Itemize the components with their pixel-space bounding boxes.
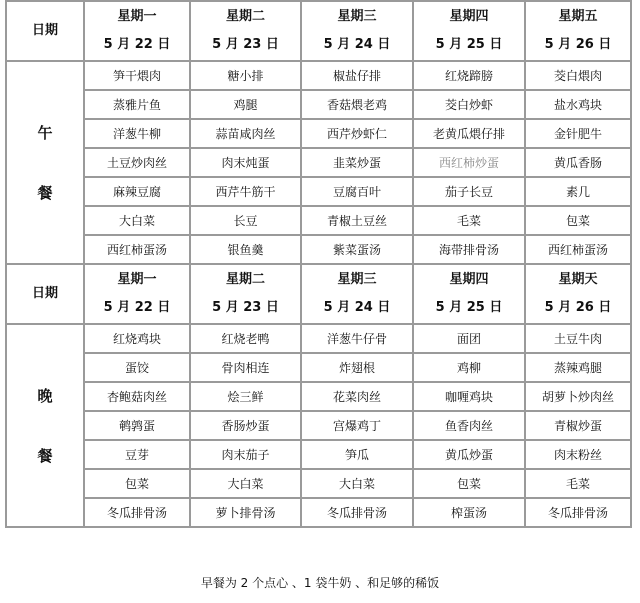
dish-cell: 茄子长豆 <box>413 177 525 206</box>
meal-label-char: 午 <box>37 123 53 142</box>
dish-cell: 包菜 <box>525 206 631 235</box>
dish-cell: 西红柿炒蛋 <box>413 148 525 177</box>
dish-row <box>6 90 631 119</box>
dish-cell: 鹌鹑蛋 <box>84 411 190 440</box>
meal-label-char: 餐 <box>37 183 53 202</box>
day-date: 5 月 26 日 <box>544 37 612 52</box>
dish-cell: 西红柿蛋汤 <box>525 235 631 264</box>
day-name: 星期二 <box>225 272 265 287</box>
dish-row <box>6 61 631 90</box>
day-date: 5 月 24 日 <box>323 300 391 315</box>
dish-cell: 红烧鸡块 <box>84 324 190 353</box>
dish-row <box>6 235 631 264</box>
day-date: 5 月 24 日 <box>323 37 391 52</box>
dish-cell: 洋葱牛仔骨 <box>301 324 413 353</box>
dish-cell: 大白菜 <box>301 469 413 498</box>
dish-cell: 蒸雅片鱼 <box>84 90 190 119</box>
dish-cell: 茭白炒虾 <box>413 90 525 119</box>
dish-cell: 鸡腿 <box>190 90 301 119</box>
day-date: 5 月 22 日 <box>103 300 171 315</box>
date-label: 日期 <box>6 264 84 324</box>
dish-cell: 洋葱牛柳 <box>84 119 190 148</box>
day-header <box>190 1 301 61</box>
day-date: 5 月 26 日 <box>544 300 612 315</box>
dish-cell: 金针肥牛 <box>525 119 631 148</box>
lunch-label <box>6 61 84 264</box>
day-date: 5 月 23 日 <box>212 300 279 315</box>
dish-cell: 黄瓜香肠 <box>525 148 631 177</box>
day-date: 5 月 23 日 <box>212 37 279 52</box>
dish-row <box>6 440 631 469</box>
dish-cell: 肉末炖蛋 <box>190 148 301 177</box>
dish-cell: 老黄瓜煨仔排 <box>413 119 525 148</box>
dish-cell: 椒盐仔排 <box>301 61 413 90</box>
menu-table <box>5 0 632 528</box>
day-name: 星期四 <box>449 272 489 287</box>
dish-row <box>6 324 631 353</box>
dinner-section <box>6 264 631 527</box>
day-header <box>525 1 631 61</box>
day-name: 星期天 <box>558 272 598 287</box>
dish-row <box>6 353 631 382</box>
dish-cell: 毛菜 <box>525 469 631 498</box>
dish-cell: 宫爆鸡丁 <box>301 411 413 440</box>
dish-cell: 骨肉相连 <box>190 353 301 382</box>
dish-row <box>6 382 631 411</box>
dish-cell: 面团 <box>413 324 525 353</box>
dish-cell: 肉末粉丝 <box>525 440 631 469</box>
dish-cell: 土豆牛肉 <box>525 324 631 353</box>
dish-cell: 肉末茄子 <box>190 440 301 469</box>
dish-cell: 花菜肉丝 <box>301 382 413 411</box>
day-date: 5 月 22 日 <box>103 37 171 52</box>
dish-cell: 青椒炒蛋 <box>525 411 631 440</box>
dish-cell: 茭白煨肉 <box>525 61 631 90</box>
dish-cell: 红烧蹄膀 <box>413 61 525 90</box>
day-name: 星期三 <box>337 272 377 287</box>
dish-cell: 冬瓜排骨汤 <box>301 498 413 527</box>
dish-cell: 萝卜排骨汤 <box>190 498 301 527</box>
meal-label-char: 晚 <box>37 386 53 405</box>
dish-cell: 冬瓜排骨汤 <box>525 498 631 527</box>
dish-cell: 西芹牛筋干 <box>190 177 301 206</box>
dinner-header-row <box>6 264 631 324</box>
dish-row <box>6 148 631 177</box>
day-name: 星期二 <box>225 9 265 24</box>
dish-cell: 鱼香肉丝 <box>413 411 525 440</box>
dish-row <box>6 498 631 527</box>
day-header <box>190 264 301 324</box>
day-header <box>413 264 525 324</box>
day-header <box>413 1 525 61</box>
dish-cell: 大白菜 <box>190 469 301 498</box>
dish-row <box>6 411 631 440</box>
dish-cell: 鸡柳 <box>413 353 525 382</box>
dish-cell: 笋瓜 <box>301 440 413 469</box>
dish-cell: 青椒土豆丝 <box>301 206 413 235</box>
day-name: 星期三 <box>337 9 377 24</box>
dish-cell: 蛋饺 <box>84 353 190 382</box>
dish-cell: 豆腐百叶 <box>301 177 413 206</box>
dish-cell: 毛菜 <box>413 206 525 235</box>
dish-cell: 榨蛋汤 <box>413 498 525 527</box>
dish-cell: 土豆炒肉丝 <box>84 148 190 177</box>
dish-cell: 大白菜 <box>84 206 190 235</box>
day-name: 星期一 <box>117 272 157 287</box>
dish-cell: 冬瓜排骨汤 <box>84 498 190 527</box>
day-date: 5 月 25 日 <box>435 37 503 52</box>
dish-cell: 香菇煨老鸡 <box>301 90 413 119</box>
lunch-header-row <box>6 1 631 61</box>
lunch-section <box>6 1 631 264</box>
dish-cell: 烩三鲜 <box>190 382 301 411</box>
date-label: 日期 <box>6 1 84 61</box>
dish-cell: 包菜 <box>413 469 525 498</box>
dish-cell: 长豆 <box>190 206 301 235</box>
dish-cell: 包菜 <box>84 469 190 498</box>
dish-cell: 麻辣豆腐 <box>84 177 190 206</box>
dish-cell: 蒜苗咸肉丝 <box>190 119 301 148</box>
dish-cell: 紫菜蛋汤 <box>301 235 413 264</box>
dish-cell: 杏鲍菇肉丝 <box>84 382 190 411</box>
day-date: 5 月 25 日 <box>435 300 503 315</box>
dinner-label <box>6 324 84 527</box>
dish-cell: 蒸辣鸡腿 <box>525 353 631 382</box>
dish-cell: 豆芽 <box>84 440 190 469</box>
day-header <box>301 264 413 324</box>
dish-cell: 糖小排 <box>190 61 301 90</box>
dish-cell: 笋干煨肉 <box>84 61 190 90</box>
dish-cell: 炸翅根 <box>301 353 413 382</box>
dish-cell: 胡萝卜炒肉丝 <box>525 382 631 411</box>
dish-cell: 海带排骨汤 <box>413 235 525 264</box>
dish-cell: 盐水鸡块 <box>525 90 631 119</box>
dish-cell: 黄瓜炒蛋 <box>413 440 525 469</box>
meal-label-char: 餐 <box>37 446 53 465</box>
dish-row <box>6 119 631 148</box>
dish-cell: 香肠炒蛋 <box>190 411 301 440</box>
dish-row <box>6 177 631 206</box>
dish-row <box>6 206 631 235</box>
day-header <box>84 1 190 61</box>
dish-cell: 西红柿蛋汤 <box>84 235 190 264</box>
dish-row <box>6 469 631 498</box>
dish-cell: 咖喱鸡块 <box>413 382 525 411</box>
dish-cell: 银鱼羹 <box>190 235 301 264</box>
day-header <box>301 1 413 61</box>
breakfast-note: 早餐为 2 个点心 、1 袋牛奶 、和足够的稀饭 <box>200 576 440 590</box>
dish-cell: 素几 <box>525 177 631 206</box>
dish-cell: 红烧老鸭 <box>190 324 301 353</box>
day-name: 星期四 <box>449 9 489 24</box>
dish-cell: 西芹炒虾仁 <box>301 119 413 148</box>
dish-cell: 韭菜炒蛋 <box>301 148 413 177</box>
day-header <box>84 264 190 324</box>
day-name: 星期五 <box>558 9 598 24</box>
day-header <box>525 264 631 324</box>
day-name: 星期一 <box>117 9 157 24</box>
